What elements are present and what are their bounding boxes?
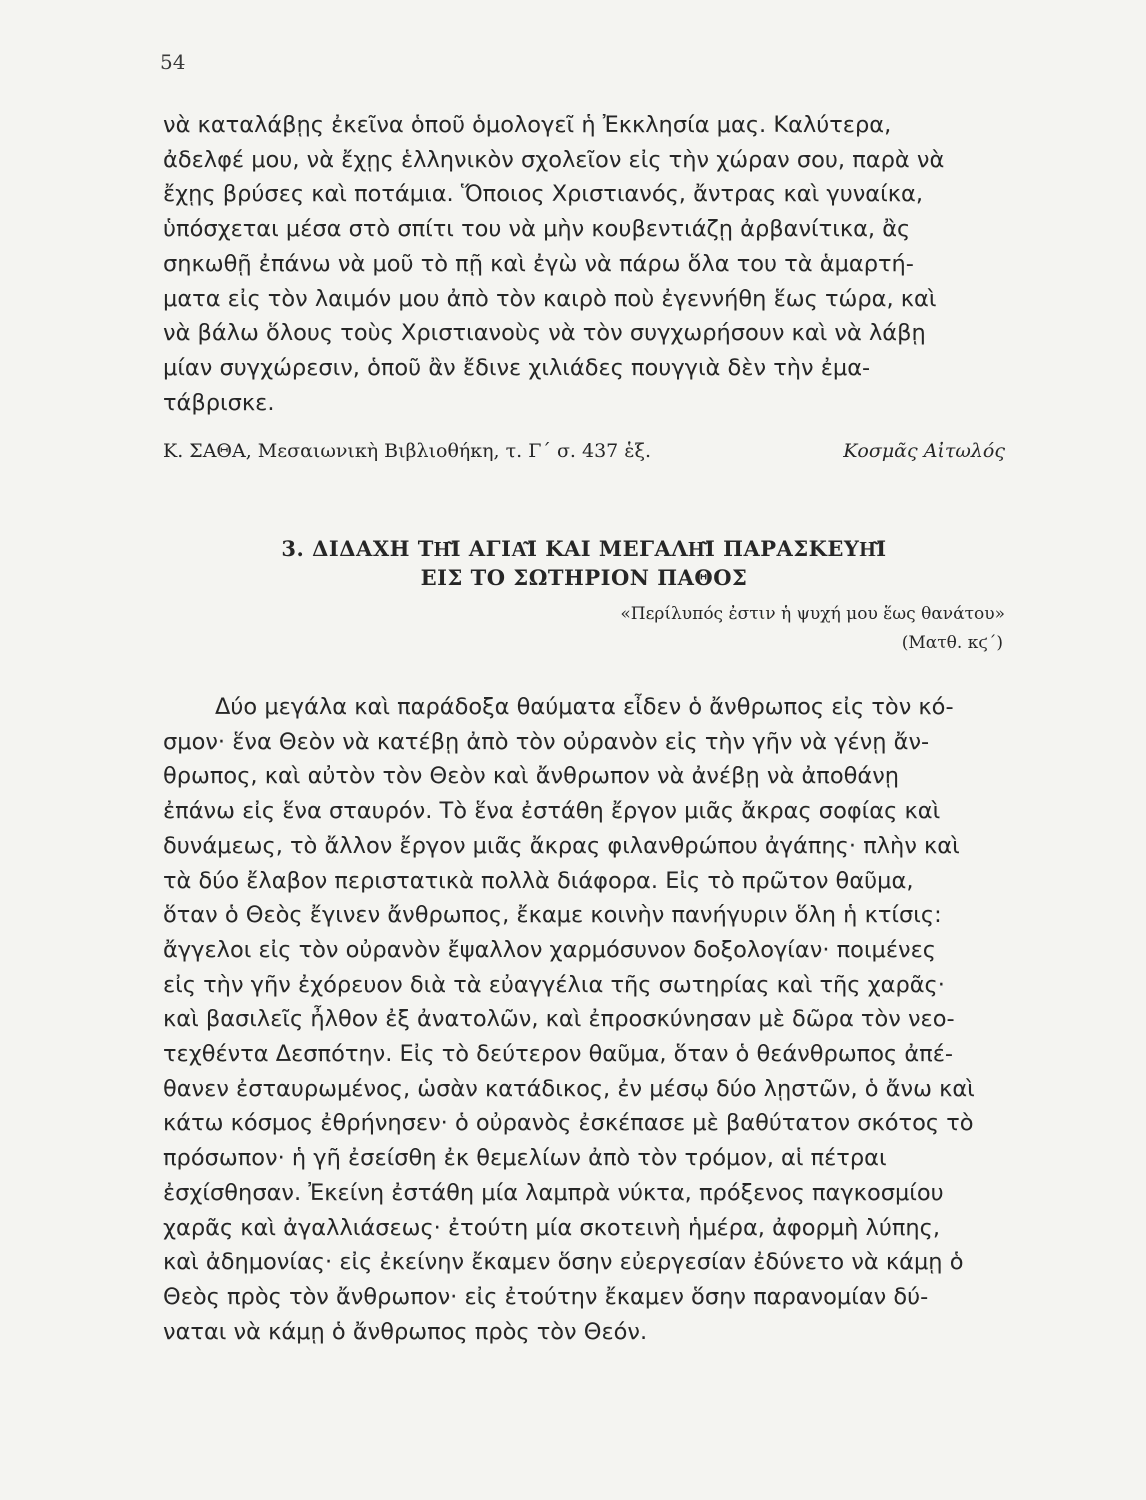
text-line: πρόσωπον· ἡ γῆ ἐσείσθη ἐκ θεμελίων ἀπὸ τὸν τρόμον, αἱ πέτραι xyxy=(163,1145,887,1172)
citation xyxy=(163,440,1005,462)
text-line: ἀδελφέ μου, νὰ ἔχῃς ἑλληνικὸν σχολεῖον εἰς τὴν χώραν σου, παρὰ νὰ xyxy=(163,146,945,173)
text-line: κάτω κόσμος ἐθρήνησεν· ὁ οὐρανὸς ἐσκέπασε μὲ βαθύτατον σκότος τὸ xyxy=(163,1110,974,1137)
citation-author: Κοσμᾶς Αἰτωλός xyxy=(843,440,1005,462)
text-line: ἔχῃς βρύσες καὶ ποτάμια. Ὅποιος Χριστιανός, ἄντρας καὶ γυναίκα, xyxy=(163,181,923,208)
page-number: 54 xyxy=(160,50,186,74)
text-line: εἰς τὴν γῆν ἐχόρευον διὰ τὰ εὐαγγέλια τῆς σωτηρίας καὶ τῆς χαρᾶς· xyxy=(163,971,945,998)
text-line: ἐσχίσθησαν. Ἐκείνη ἐστάθη μία λαμπρὰ νύκτα, πρόξενος παγκοσμίου xyxy=(163,1179,944,1206)
section-heading-line-2: ΕΙΣ ΤΟ ΣΩΤΗΡΙΟΝ ΠΑΘΟΣ xyxy=(420,565,748,590)
text-line: ἐπάνω εἰς ἕνα σταυρόν. Τὸ ἕνα ἐστάθη ἔργον μιᾶς ἄκρας σοφίας καὶ xyxy=(163,798,941,825)
text-line: ὅταν ὁ Θεὸς ἔγινεν ἄνθρωπος, ἔκαμε κοινὴν πανήγυριν ὅλη ἡ κτίσις: xyxy=(163,902,942,929)
text-line: ὑπόσχεται μέσα στὸ σπίτι του νὰ μὴν κουβεντιάζῃ ἀρβανίτικα, ἂς xyxy=(163,216,911,243)
body-paragraph-1 xyxy=(163,108,1005,420)
epigraph-reference: (Ματθ. κϛ΄) xyxy=(901,633,1003,653)
text-line: θρωπος, καὶ αὐτὸν τὸν Θεὸν καὶ ἄνθρωπον νὰ ἀνέβῃ νὰ ἀποθάνῃ xyxy=(163,763,900,790)
epigraph-quote: «Περίλυπός ἐστιν ἡ ψυχή μου ἕως θανάτου» xyxy=(620,604,1005,624)
text-line: σμον· ἕνα Θεὸν νὰ κατέβῃ ἀπὸ τὸν οὐρανὸν εἰς τὴν γῆν νὰ γένῃ ἄν- xyxy=(163,728,930,755)
text-line: χαρᾶς καὶ ἀγαλλιάσεως· ἐτούτη μία σκοτεινὴ ἡμέρα, ἀφορμὴ λύπης, xyxy=(163,1214,941,1241)
text-line: μίαν συγχώρεσιν, ὁποῦ ἂν ἔδινε χιλιάδες πουγγιὰ δὲν τὴν ἐμα- xyxy=(163,354,871,381)
text-line: τὰ δύο ἔλαβον περιστατικὰ πολλὰ διάφορα. Εἰς τὸ πρῶτον θαῦμα, xyxy=(163,867,914,894)
text-line: δυνάμεως, τὸ ἄλλον ἔργον μιᾶς ἄκρας φιλανθρώπου ἀγάπης· πλὴν καὶ xyxy=(163,832,960,859)
text-line: Δύο μεγάλα καὶ παράδοξα θαύματα εἶδεν ὁ ἄνθρωπος εἰς τὸν κό- xyxy=(215,694,954,720)
text-line: νὰ βάλω ὅλους τοὺς Χριστιανοὺς νὰ τὸν συγχωρήσουν καὶ νὰ λάβῃ xyxy=(163,320,926,347)
section-heading-line-1: 3. ΔΙΔΑΧΗ ΤΗ͂Ι ΑΓΙΑ͂Ι ΚΑΙ ΜΕΓΑΛΗ͂Ι ΠΑΡΑΣΚΕΥΗ͂Ι xyxy=(281,536,887,561)
text-line: θανεν ἐσταυρωμένος, ὡσὰν κατάδικος, ἐν μέσῳ δύο λῃστῶν, ὁ ἄνω καὶ xyxy=(163,1075,975,1102)
text-line: Θεὸς πρὸς τὸν ἄνθρωπον· εἰς ἐτούτην ἔκαμεν ὅσην παρανομίαν δύ- xyxy=(163,1283,929,1310)
body-paragraph-2 xyxy=(163,690,1005,1349)
text-line: ματα εἰς τὸν λαιμόν μου ἀπὸ τὸν καιρὸ ποὺ ἐγεννήθη ἕως τώρα, καὶ xyxy=(163,285,937,312)
text-line: ναται νὰ κάμῃ ὁ ἄνθρωπος πρὸς τὸν Θεόν. xyxy=(163,1318,648,1345)
text-line: τάβρισκε. xyxy=(163,389,275,416)
text-line: τεχθέντα Δεσπότην. Εἰς τὸ δεύτερον θαῦμα, ὅταν ὁ θεάνθρωπος ἀπέ- xyxy=(163,1041,954,1068)
text-line: καὶ ἀδημονίας· εἰς ἐκείνην ἔκαμεν ὅσην εὐεργεσίαν ἐδύνετο νὰ κάμῃ ὁ xyxy=(163,1249,964,1276)
citation-source: Κ. ΣΑΘΑ, Μεσαιωνικὴ Βιβλιοθήκη, τ. Γ΄ σ. 437 ἑξ. xyxy=(163,440,651,462)
epigraph xyxy=(620,600,1005,658)
text-line: καὶ βασιλεῖς ἦλθον ἐξ ἀνατολῶν, καὶ ἐπροσκύνησαν μὲ δῶρα τὸν νεο- xyxy=(163,1006,955,1033)
text-line: σηκωθῇ ἐπάνω νὰ μοῦ τὸ πῇ καὶ ἐγὼ νὰ πάρω ὅλα του τὰ ἁμαρτή- xyxy=(163,250,914,277)
section-heading xyxy=(163,534,1005,592)
text-line: νὰ καταλάβῃς ἐκεῖνα ὁποῦ ὁμολογεῖ ἡ Ἐκκλησία μας. Καλύτερα, xyxy=(163,112,892,138)
text-line: ἄγγελοι εἰς τὸν οὐρανὸν ἔψαλλον χαρμόσυνον δοξολογίαν· ποιμένες xyxy=(163,936,936,963)
